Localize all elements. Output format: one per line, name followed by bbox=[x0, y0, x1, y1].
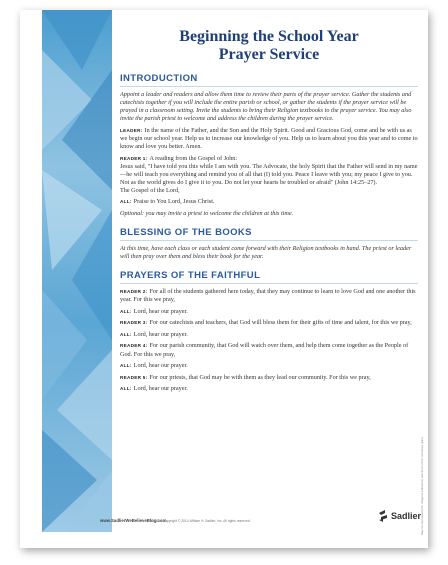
sadlier-mark-icon bbox=[378, 510, 388, 522]
footer-url: www.SadlierWeBelieveBlog.com bbox=[100, 518, 167, 523]
reader4-line: READER 4: For our parish community, that God will watch over them, and help them come together as the People of God. For this we pray, bbox=[120, 342, 409, 358]
blessing-text: At this time, have each class or each student come forward with their Religion textbooks in hand. The priest or leader will then pray over them and bless their book for the year. bbox=[120, 244, 412, 260]
geometric-pattern-icon bbox=[42, 10, 112, 532]
leader-line: LEADER: In the name of the Father, and the Son and the Holy Spirit. Good and Gracious God, come and be with us as we begin our school year. Help us to increase our knowledge of you. Help us to learn about you this year and to come to know and love you better. Amen. bbox=[120, 126, 418, 151]
introduction-heading: INTRODUCTION bbox=[120, 73, 418, 87]
reader2-line: READER 2: For all of the students gathered here today, that they may continue to learn to love God and one another this year. For this we pray, bbox=[120, 288, 416, 304]
all-response-line: ALL: Lord, hear our prayer. bbox=[120, 385, 188, 393]
all-response-line: ALL: Lord, hear our prayer. bbox=[120, 362, 188, 370]
blessing-heading: BLESSING OF THE BOOKS bbox=[120, 227, 418, 241]
document-content bbox=[120, 28, 418, 397]
sadlier-logo: Sadlier bbox=[378, 510, 421, 522]
decorative-sidebar bbox=[42, 10, 112, 532]
page-title: Beginning the School Year Prayer Service bbox=[179, 28, 359, 63]
reader1-line: READER 1: A reading from the Gospel of John: Jesus said, "I have told you this while I am with you. The Advocate, the holy Spirit that the Father will send in my name—he will teach you everything and remind you of all that (I) told you. Peace I leave with you; my peace I give to you. Not as the world gives do I give it to you. Do not let your hearts be troubled or afraid" (John 14:25–27). The Gospel of the Lord, bbox=[120, 154, 418, 195]
reproduction-note: May be reproduced for religious education use (but not for monetary gain). bbox=[420, 436, 424, 535]
reader5-line: READER 5: For our priests, that God may be with them as they lead our community. For this we pray, bbox=[120, 373, 371, 381]
intro-instructions: Appoint a leader and readers and allow them time to review their parts of the prayer service. Gather the students and catechists together if you will include the entire parish or school, or gather the students if the prayer service will be prayed in a classroom setting. Invite the students to bring their Religion textbooks to the prayer service. You may also invite the parish priest to welcome and address the children during the prayer service. bbox=[120, 91, 412, 123]
all-response-line: ALL: Lord, hear our prayer. bbox=[120, 307, 188, 315]
footer-copyright: 09/2014 Copyright © 2014 William H. Sadlier, Inc. All rights reserved. bbox=[150, 518, 251, 523]
optional-note: Optional: you may invite a priest to welcome the children at this time. bbox=[120, 209, 294, 217]
worksheet-page bbox=[20, 10, 428, 548]
all-response-line: ALL: Lord, hear our prayer. bbox=[120, 330, 188, 338]
reader3-line: READER 3: For our catechists and teachers, that God will bless them for their gifts of time and talent, for this we pray, bbox=[120, 319, 412, 327]
all-response-line: ALL: Praise to You Lord, Jesus Christ. bbox=[120, 198, 215, 206]
prayers-heading: PRAYERS OF THE FAITHFUL bbox=[120, 270, 418, 284]
